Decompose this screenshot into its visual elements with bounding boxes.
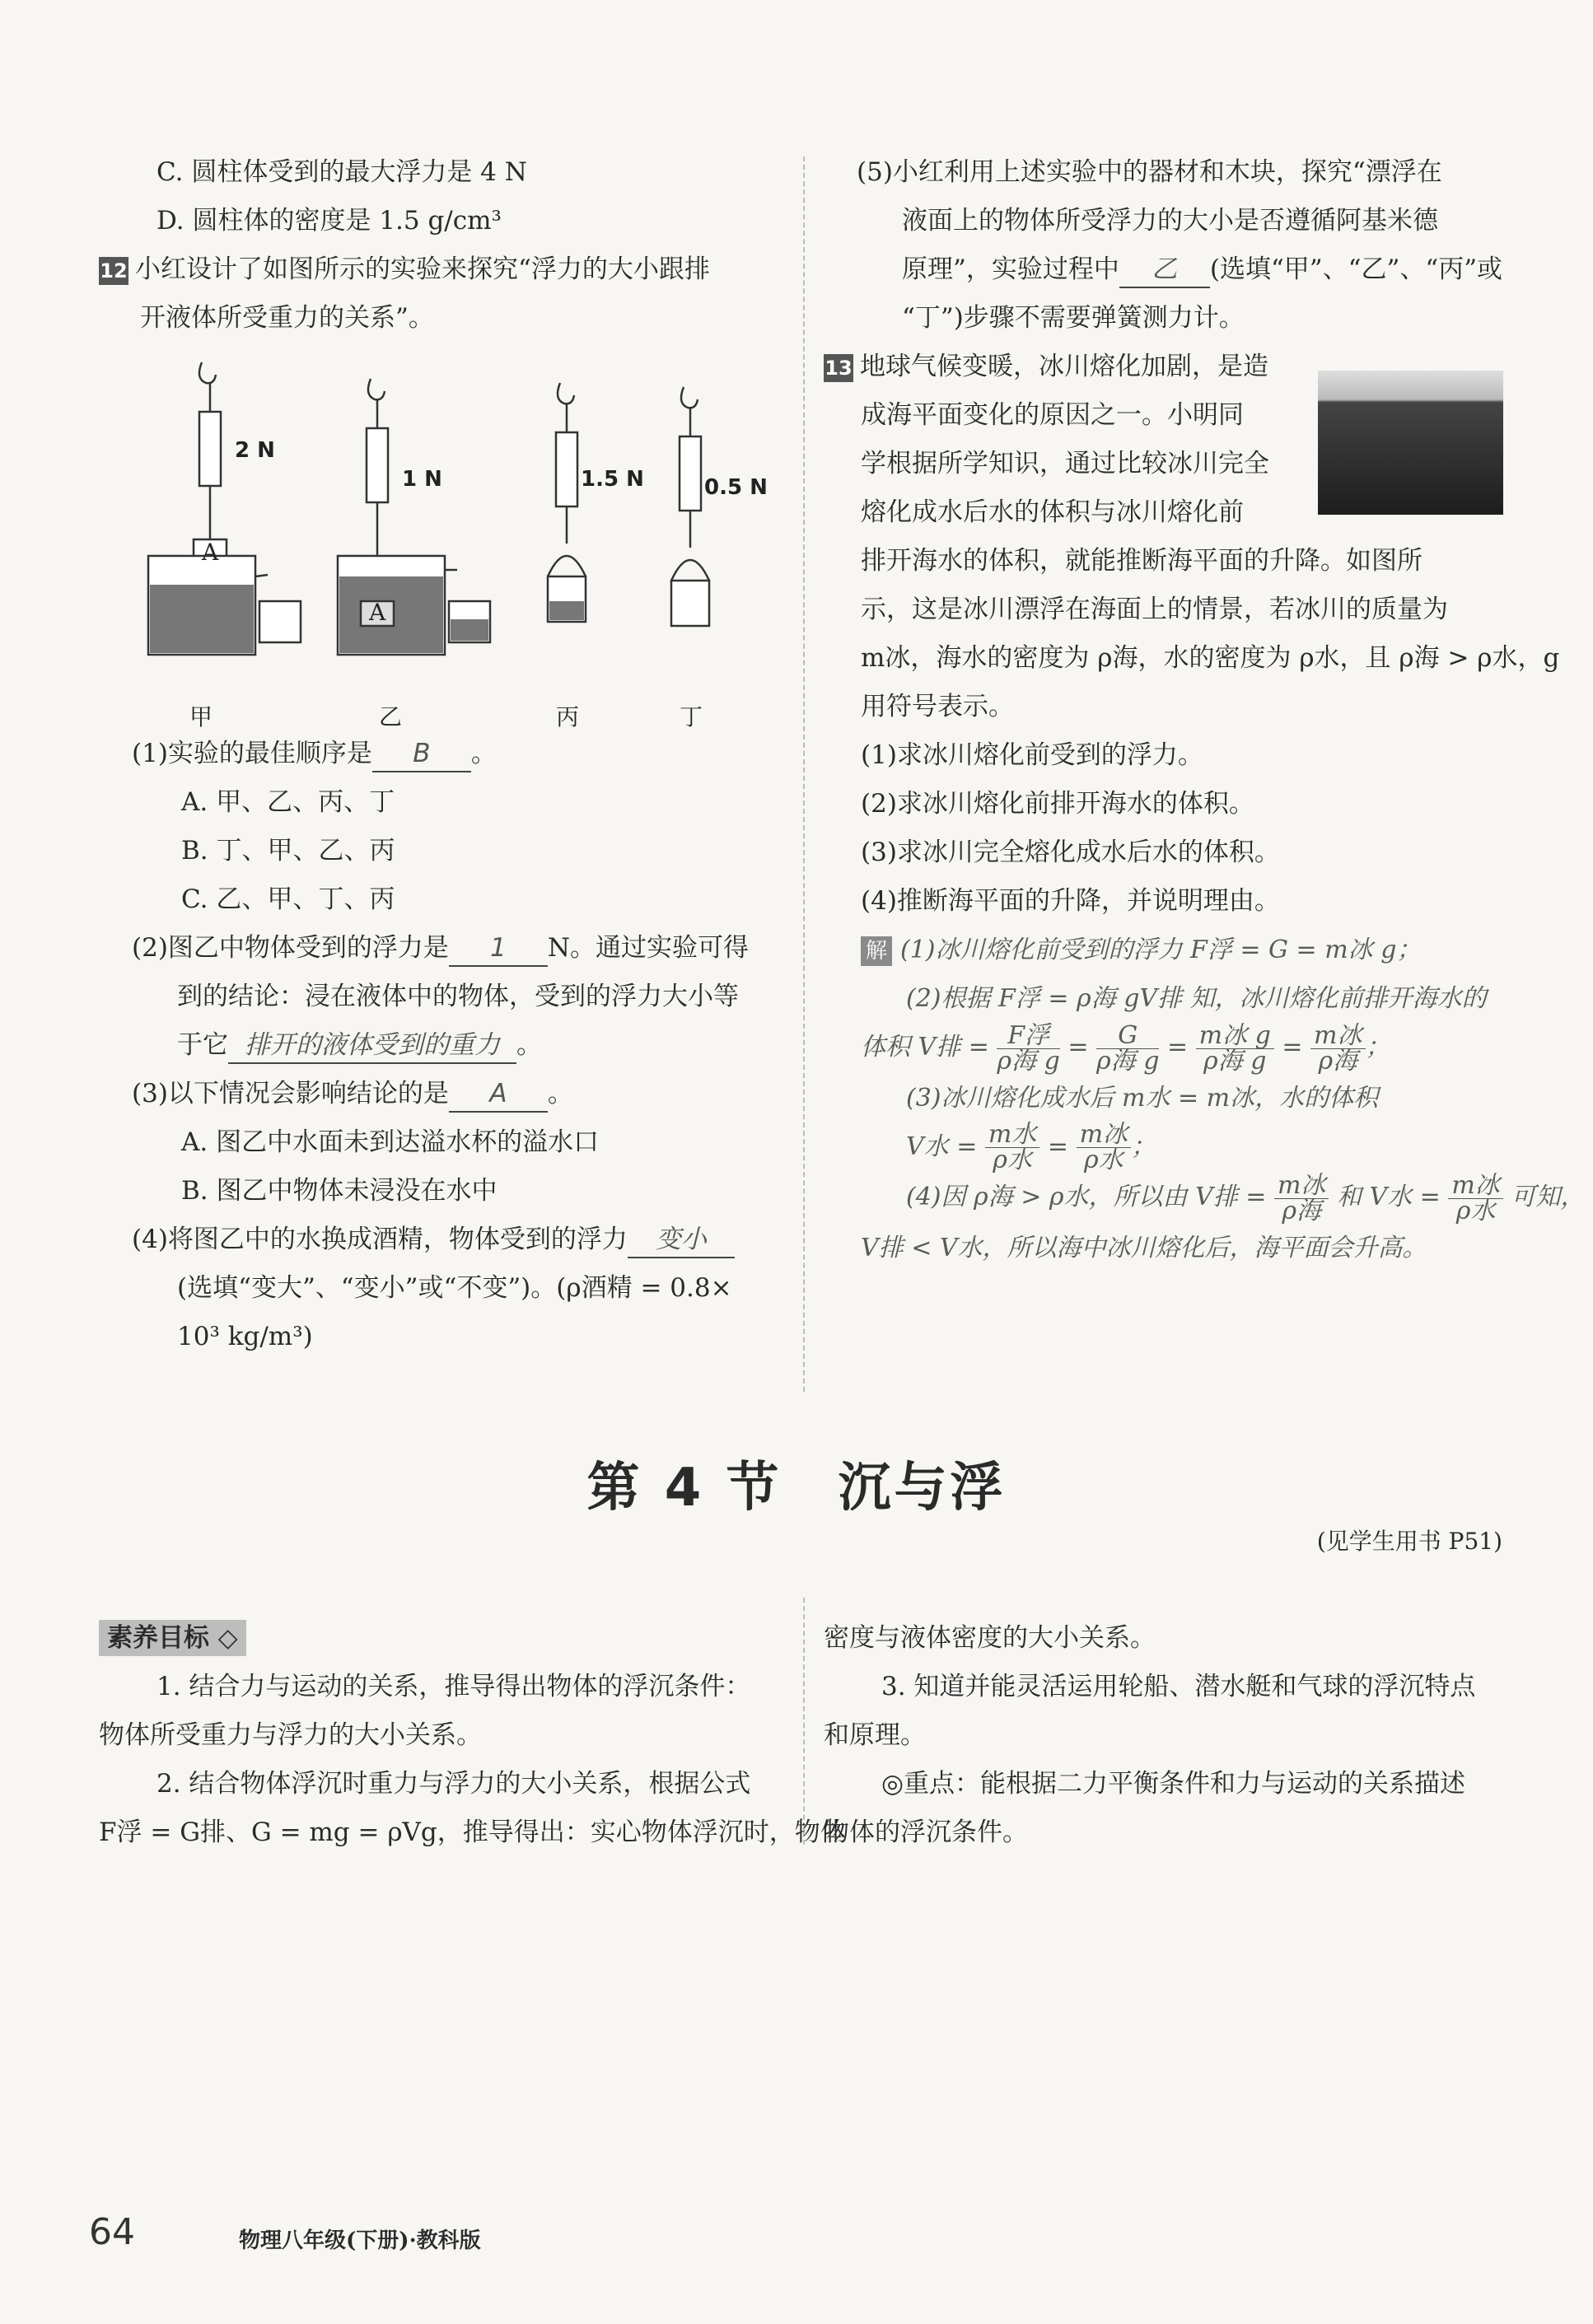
question-13-cont: 成海平面变化的原因之一。小明同 — [861, 400, 1244, 430]
fraction: $\frac{\text{m冰}}{\text{ρ水}}$ — [1077, 1122, 1131, 1173]
part-4-cont2: 10³ kg/m³) — [177, 1322, 313, 1351]
block-label: A — [369, 599, 386, 626]
goal-1-cont: 物体所受重力与浮力的大小关系。 — [99, 1720, 482, 1750]
question-13-cont: 用符号表示。 — [861, 692, 1014, 721]
solution-3-formula: V水 = $\frac{\text{m水}}{\text{ρ水}}$ = $\frac{\text{m冰}}{\text{ρ水}}$ ； — [906, 1120, 1156, 1174]
goals-tag: 素养目标 ◇ — [99, 1620, 246, 1656]
book-title: 物理八年级(下册)·教科版 — [239, 2228, 481, 2253]
column-divider — [803, 156, 805, 1392]
goals-left — [99, 1614, 846, 1857]
choice: B. 丁、甲、乙、丙 — [181, 836, 395, 866]
block-label: A — [202, 539, 219, 566]
fraction: $\frac{\text{m冰 g}}{\text{ρ海 g}}$ — [1196, 1024, 1274, 1074]
solution-3: (3)冰川熔化成水后 m水 = m冰，水的体积 — [906, 1083, 1379, 1113]
question-number: 13 — [824, 354, 853, 382]
fraction: $\frac{G}{\text{ρ海 g}}$ — [1096, 1020, 1160, 1076]
goal-3: 3. 知道并能灵活运用轮船、潜水艇和气球的浮沉特点 — [881, 1672, 1476, 1701]
option-c: C. 圆柱体受到的最大浮力是 4 N — [156, 157, 527, 187]
goal-1: 1. 结合力与运动的关系，推导得出物体的浮沉条件： — [156, 1672, 751, 1701]
solution-1: 解 (1)冰川熔化前受到的浮力 F浮 = G = m冰 g； — [824, 926, 1516, 974]
step-label: 丁 — [680, 703, 703, 730]
sub-question: (2)求冰川熔化前排开海水的体积。 — [861, 789, 1254, 819]
question-13-cont: 示，这是冰川漂浮在海面上的情景，若冰川的质量为 — [861, 595, 1448, 624]
question-12-stem-cont: 开液体所受重力的关系”。 — [140, 303, 434, 333]
answer-blank: 排开的液体受到的重力 — [228, 1028, 516, 1064]
solution-2-formula: 体积 V排 = $\frac{\text{F浮}}{\text{ρ海 g}}$ = $\frac{G}{\text{ρ海 g}}$ = $\frac{\text{m冰 g}}{\text{ρ海 g}}$ = $\frac{\text{m冰}}{\text{ρ海}}$ ； — [861, 1020, 1390, 1076]
fraction: $\frac{\text{F浮}}{\text{ρ海 g}}$ — [997, 1020, 1060, 1076]
goal-2-cont2: 密度与液体密度的大小关系。 — [824, 1623, 1156, 1653]
option-d: D. 圆柱体的密度是 1.5 g/cm³ — [156, 206, 502, 236]
sub-question: (1)求冰川熔化前受到的浮力。 — [861, 740, 1203, 770]
question-13-cont: 学根据所学知识，通过比较冰川完全 — [861, 449, 1269, 478]
sub-question: (4)推断海平面的升降，并说明理由。 — [861, 886, 1280, 916]
hand-icon — [199, 362, 216, 383]
part-2: (2)图乙中物体受到的浮力是 1 N。通过实验可得 — [99, 924, 782, 973]
question-number: 12 — [99, 257, 128, 285]
key-point: ◎重点：能根据二力平衡条件和力与运动的关系描述 — [881, 1769, 1466, 1799]
choice: A. 图乙中水面未到达溢水杯的溢水口 — [181, 1127, 600, 1157]
question-12-stem: 12 小红设计了如图所示的实验来探究“浮力的大小跟排 — [100, 254, 710, 284]
sub-question: (3)求冰川完全熔化成水后水的体积。 — [861, 838, 1280, 867]
reading-label: 0.5 N — [704, 475, 768, 500]
question-13-stem: 13 地球气候变暖，冰川熔化加剧，是造 — [825, 352, 1268, 381]
part-4-cont: (选填“变大”、“变小”或“不变”)。(ρ酒精 = 0.8× — [177, 1273, 732, 1303]
goal-2-cont: F浮 = G排、G = mg = ρVg，推导得出：实心物体浮沉时，物体 — [99, 1818, 846, 1847]
question-13-cont: 熔化成水后水的体积与冰川熔化前 — [861, 497, 1244, 527]
choice: A. 甲、乙、丙、丁 — [181, 787, 395, 817]
goal-3-cont: 和原理。 — [824, 1720, 926, 1750]
part-5-cont: 液面上的物体所受浮力的大小是否遵循阿基米德 — [902, 206, 1438, 236]
page-number: 64 — [89, 2211, 135, 2253]
book-reference: (见学生用书 P51) — [1316, 1528, 1502, 1555]
solution-4: (4)因 ρ海 > ρ水，所以由 V排 = $\frac{\text{m冰}}{\text{ρ海}}$ 和 V水 = $\frac{\text{m冰}}{\text{ρ水}}$ 可知， — [906, 1170, 1586, 1225]
step-label: 乙 — [379, 703, 403, 730]
answer-blank: 1 — [449, 931, 548, 967]
part-1: (1)实验的最佳顺序是 B 。 — [99, 730, 782, 778]
step-label: 丙 — [556, 703, 580, 730]
fraction: $\frac{\text{m冰}}{\text{ρ水}}$ — [1448, 1174, 1502, 1224]
choice: C. 乙、甲、丁、丙 — [181, 884, 395, 914]
glacier-photo — [1318, 371, 1503, 515]
answer-blank: 乙 — [1119, 252, 1210, 288]
right-column — [824, 148, 1586, 1272]
part-2-cont2: 于它 排开的液体受到的重力 。 — [99, 1021, 782, 1070]
part-4: (4)将图乙中的水换成酒精，物体受到的浮力 变小 — [99, 1216, 782, 1264]
step-label: 甲 — [189, 703, 213, 730]
part-5: (5)小红利用上述实验中的器材和木块，探究“漂浮在 — [857, 157, 1442, 187]
part-5-cont2: 原理”，实验过程中 乙 (选填“甲”、“乙”、“丙”或 — [824, 245, 1516, 294]
fraction: $\frac{\text{m冰}}{\text{ρ海}}$ — [1274, 1174, 1329, 1224]
experiment-figure — [124, 354, 768, 741]
reading-label: 2 N — [235, 438, 275, 463]
section-title: 第 4 节 沉与浮 — [586, 1458, 1007, 1519]
fraction: $\frac{\text{m水}}{\text{ρ水}}$ — [985, 1122, 1039, 1173]
question-13-cont: m冰，海水的密度为 ρ海，水的密度为 ρ水，且 ρ海 > ρ水，g — [861, 643, 1560, 673]
goal-2: 2. 结合物体浮沉时重力与浮力的大小关系，根据公式 — [156, 1769, 751, 1799]
part-3: (3)以下情况会影响结论的是 A 。 — [99, 1070, 782, 1118]
reading-label: 1 N — [402, 467, 442, 492]
fraction: $\frac{\text{m冰}}{\text{ρ海}}$ — [1310, 1024, 1365, 1074]
solution-4-cont: V排 < V水，所以海中冰川熔化后，海平面会升高。 — [861, 1233, 1427, 1262]
goals-right — [824, 1614, 1516, 1857]
part-5-cont3: “丁”)步骤不需要弹簧测力计。 — [902, 303, 1245, 333]
solution-2: (2)根据 F浮 = ρ海 gV排 知，冰川熔化前排开海水的 — [906, 984, 1487, 1013]
reading-label: 1.5 N — [581, 467, 644, 492]
question-13-cont: 排开海水的体积，就能推断海平面的升降。如图所 — [861, 546, 1422, 576]
left-column — [99, 148, 782, 1361]
answer-blank: A — [449, 1076, 548, 1113]
part-2-cont: 到的结论：浸在液体中的物体，受到的浮力大小等 — [177, 982, 739, 1011]
column-divider — [803, 1598, 805, 1845]
choice: B. 图乙中物体未浸没在水中 — [181, 1176, 498, 1206]
key-point-cont: 物体的浮沉条件。 — [824, 1818, 1028, 1847]
answer-blank: 变小 — [628, 1222, 735, 1258]
answer-blank: B — [372, 736, 471, 772]
solution-badge: 解 — [861, 936, 892, 966]
